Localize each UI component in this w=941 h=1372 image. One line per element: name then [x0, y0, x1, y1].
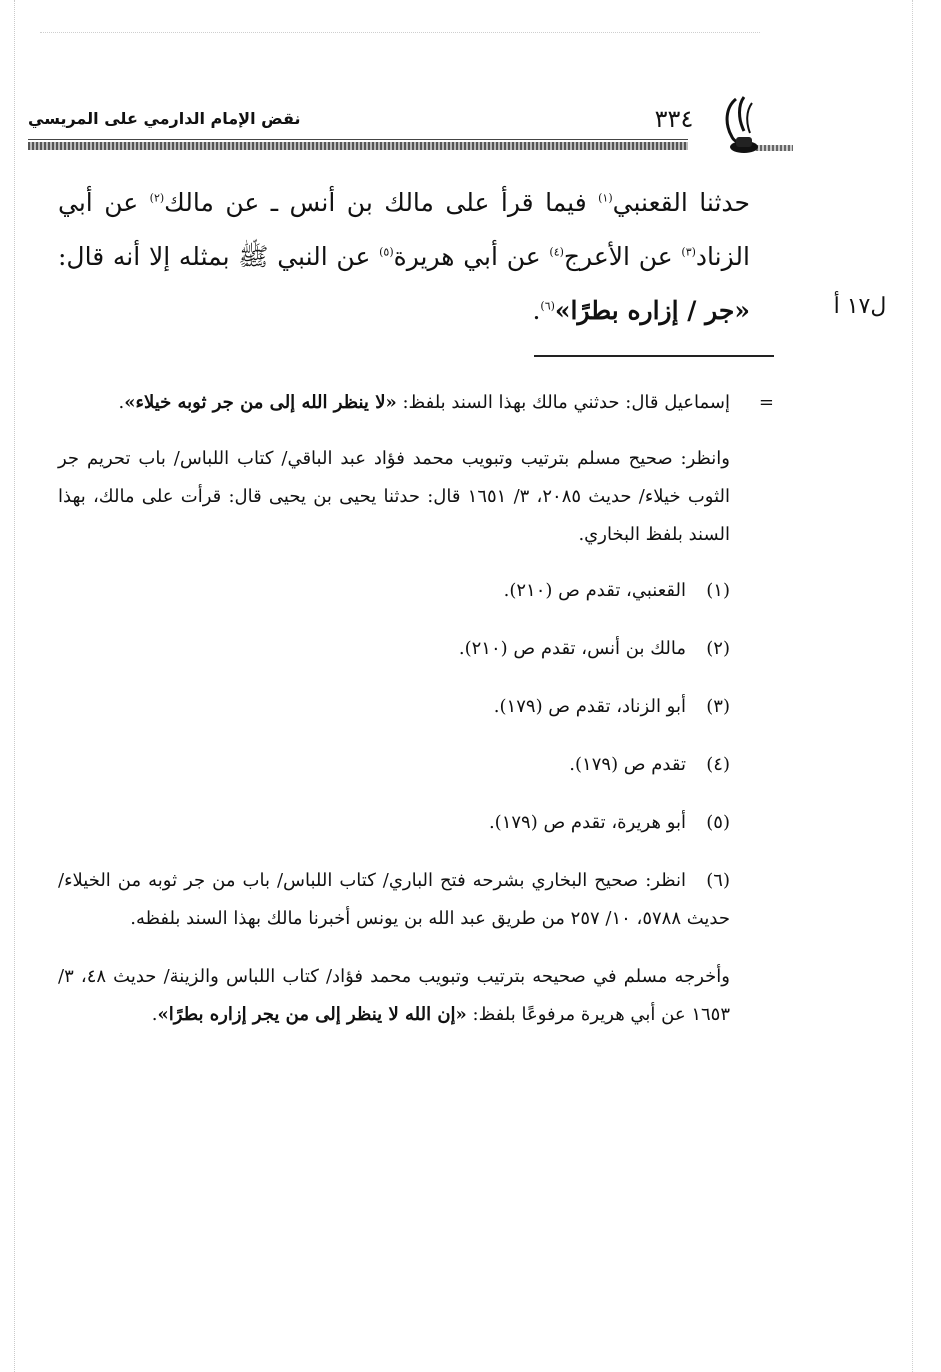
footnote-item	[58, 746, 730, 784]
footnote-ref: (٦)	[540, 299, 555, 313]
main-text	[58, 176, 750, 338]
footnote-ref: (٢)	[149, 191, 165, 205]
header-rule-line	[28, 139, 688, 140]
footnote-text: أبو هريرة، تقدم ص (١٧٩).	[488, 812, 686, 833]
text-segment: .	[151, 1004, 158, 1025]
page-number: ٣٣٤	[654, 105, 694, 133]
footnote-text: القعنبي، تقدم ص (٢١٠).	[503, 580, 686, 601]
footnote-continuation	[58, 384, 774, 422]
footnote-number: (١)	[706, 580, 730, 601]
footnote-item	[58, 804, 730, 842]
text-segment: وأخرجه مسلم في صحيحه بترتيب وتبويب محمد فؤاد/ كتاب اللباس والزينة/ حديث ٤٨، ٣/ ١٦٥٣ عن أبي هريرة مرفوعًا بلفظ:	[58, 966, 730, 1025]
text-segment: .	[532, 296, 541, 325]
footnote-number: (٣)	[706, 696, 730, 717]
text-segment: فيما قرأ على مالك بن أنس ـ عن مالك	[164, 188, 599, 217]
footnote-number: (٦)	[706, 870, 730, 891]
running-title: نقض الإمام الدارمي على المريسي	[28, 109, 301, 128]
hadith-paragraph	[58, 176, 750, 338]
hadith-quote: «لا ينظر الله إلى من جر ثوبه خيلاء»	[124, 392, 397, 413]
hadith-quote: «إن الله لا ينظر إلى من يجر إزاره بطرًا»	[157, 1004, 467, 1025]
text-segment: .	[118, 392, 125, 413]
text-segment: حدثنا القعنبي	[612, 188, 751, 217]
text-segment: إسماعيل قال: حدثني مالك بهذا السند بلفظ:	[396, 392, 730, 413]
footnote-ref: (٤)	[549, 245, 564, 259]
footnote-number: (٥)	[706, 812, 730, 833]
footnote-item	[58, 862, 730, 938]
footnote-number: (٢)	[706, 638, 730, 659]
continuation-mark: =	[758, 392, 774, 413]
text-segment: عن أبي هريرة	[393, 242, 550, 271]
footnote-item	[58, 630, 730, 668]
page-header	[28, 95, 773, 161]
footnote-text: انظر: صحيح البخاري بشرحه فتح الباري/ كتاب اللباس/ باب من جر ثوبه من الخيلاء/ حديث ٥٧٨٨، ١٠/ ٢٥٧ من طريق عبد الله بن يونس أخبرنا مالك بهذا السند بلفظه.	[58, 870, 730, 929]
text-segment: عن النبي ﷺ بمثله إلا أنه قال:	[58, 242, 380, 271]
footnote-paragraph-last	[58, 958, 730, 1034]
footnote-text: مالك بن أنس، تقدم ص (٢١٠).	[458, 638, 686, 659]
scan-artifact-left	[14, 0, 15, 1372]
footnote-item	[58, 688, 730, 726]
scan-artifact-top	[40, 32, 760, 33]
footnote-item	[58, 572, 730, 610]
manuscript-folio-note: ل١٧ أ	[833, 294, 887, 319]
scan-artifact-right	[912, 0, 913, 1372]
text-segment: عن أبي الزناد	[58, 188, 750, 271]
footnote-number: (٤)	[706, 754, 730, 775]
quill-inkwell-icon	[716, 93, 770, 157]
footnote-ref: (١)	[598, 191, 613, 205]
footnote-ref: (٣)	[681, 245, 696, 259]
footnote-text: أبو الزناد، تقدم ص (١٧٩).	[493, 696, 686, 717]
footnote-ref: (٥)	[379, 245, 394, 259]
text-segment: عن الأعرج	[563, 242, 682, 271]
hadith-quote: «جر / إزاره بطرًا»	[554, 296, 750, 325]
footnote-text: تقدم ص (١٧٩).	[569, 754, 686, 775]
header-rule	[28, 142, 688, 150]
footnotes	[58, 384, 774, 1052]
footnote-paragraph: وانظر: صحيح مسلم بترتيب وتبويب محمد فؤاد عبد الباقي/ كتاب اللباس/ باب تحريم جر الثوب خيلاء/ حديث ٢٠٨٥، ٣/ ١٦٥١ قال: حدثنا يحيى بن يحيى قال: قرأت على مالك، بهذا السند بلفظ البخاري.	[58, 448, 730, 545]
footnote-separator	[534, 355, 774, 357]
